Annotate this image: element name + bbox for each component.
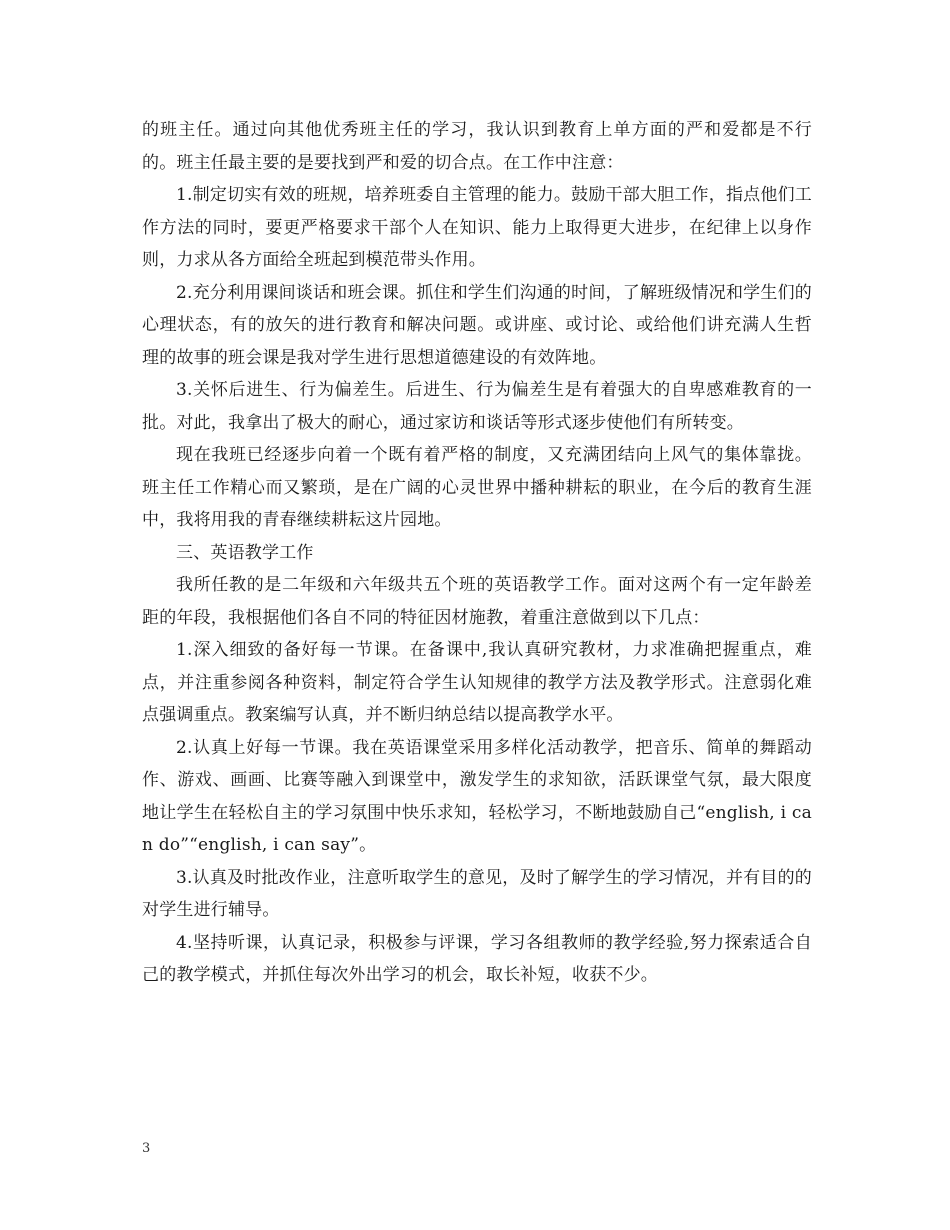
paragraph-lesson-observation: 4.坚持听课，认真记录，积极参与评课，学习各组教师的教学经验,努力探索适合自己的教学模式，并抓住每次外出学习的机会，取长补短，收获不少。 xyxy=(142,932,812,985)
page-number: 3 xyxy=(142,1141,151,1156)
paragraph-homework-correction: 3.认真及时批改作业，注意听取学生的意见，及时了解学生的学习情况，并有目的的对学生进行辅导。 xyxy=(142,867,812,920)
document-body xyxy=(142,114,812,992)
section-heading-english-teaching: 三、英语教学工作 xyxy=(176,542,314,563)
paragraph-classroom-teaching: 2.认真上好每一节课。我在英语课堂采用多样化活动教学，把音乐、简单的舞蹈动作、游戏、画画、比赛等融入到课堂中，激发学生的求知欲，活跃课堂气氛，最大限度地让学生在轻松自主的学习氛围中快乐求知，轻松学习，不断地鼓励自己“english, i can do”“english, i can say”。 xyxy=(142,737,812,855)
paragraph-class-rules: 1.制定切实有效的班规，培养班委自主管理的能力。鼓励干部大胆工作，指点他们工作方法的同时，要更严格要求干部个人在知识、能力上取得更大进步，在纪律上以身作则，力求从各方面给全班起到模范带头作用。 xyxy=(142,185,812,270)
paragraph-english-teaching-intro: 我所任教的是二年级和六年级共五个班的英语教学工作。面对这两个有一定年龄差距的年段，我根据他们各自不同的特征因材施教，着重注意做到以下几点： xyxy=(142,575,812,628)
paragraph-class-meetings: 2.充分利用课间谈话和班会课。抓住和学生们沟通的时间，了解班级情况和学生们的心理状态，有的放矢的进行教育和解决问题。或讲座、或讨论、或给他们讲充满人生哲理的故事的班会课是我对学生进行思想道德建设的有效阵地。 xyxy=(142,282,812,368)
paragraph-lesson-preparation: 1.深入细致的备好每一节课。在备课中,我认真研究教材，力求准确把握重点，难点，并注重参阅各种资料，制定符合学生认知规律的教学方法及教学形式。注意弱化难点强调重点。教案编写认真，并不断归纳总结以提高教学水平。 xyxy=(142,640,812,725)
paragraph-struggling-students: 3.关怀后进生、行为偏差生。后进生、行为偏差生是有着强大的自卑感难教育的一批。对此，我拿出了极大的耐心，通过家访和谈话等形式逐步使他们有所转变。 xyxy=(142,380,812,433)
paragraph-class-management-intro: 的班主任。通过向其他优秀班主任的学习，我认识到教育上单方面的严和爱都是不行的。班主任最主要的是要找到严和爱的切合点。在工作中注意： xyxy=(142,120,812,173)
paragraph-class-summary: 现在我班已经逐步向着一个既有着严格的制度，又充满团结向上风气的集体靠拢。班主任工作精心而又繁琐，是在广阔的心灵世界中播种耕耘的职业，在今后的教育生涯中，我将用我的青春继续耕耘这片园地。 xyxy=(142,445,812,530)
